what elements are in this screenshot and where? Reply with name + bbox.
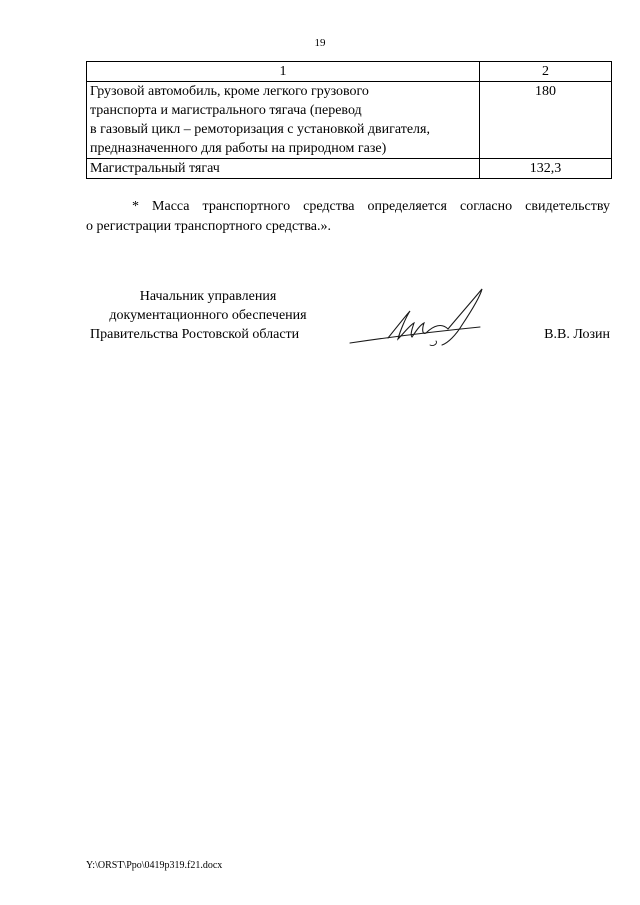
vehicle-type-cell — [87, 159, 480, 179]
cell-text-line: транспорта и магистрального тягача (перевод — [90, 103, 362, 118]
rate-value-cell: 132,3 — [480, 159, 612, 179]
signatory-name: В.В. Лозин — [544, 327, 610, 342]
table-header-row — [87, 62, 612, 82]
table-row — [87, 82, 612, 159]
signatory-position — [88, 287, 328, 344]
position-line: Правительства Ростовской области — [90, 327, 300, 342]
position-line: документационного обеспечения — [109, 308, 307, 323]
cell-text-line: в газовый цикл – ремоторизация с установкой двигателя, — [90, 122, 430, 137]
handwritten-signature — [330, 283, 500, 355]
position-line: Начальник управления — [139, 289, 277, 304]
page-number: 19 — [314, 37, 326, 49]
footnote — [86, 197, 610, 237]
cell-text-line: предназначенного для работы на природном газе) — [90, 141, 387, 156]
file-path: Y:\ORST\Ppo\0419p319.f21.docx — [86, 860, 223, 871]
vehicle-type-cell — [87, 82, 480, 159]
rate-value-cell: 180 — [480, 82, 612, 159]
cell-text-line: Магистральный тягач — [90, 161, 220, 176]
cell-text-line: Грузовой автомобиль, кроме легкого грузового — [90, 84, 369, 99]
footnote-line: о регистрации транспортного средства.». — [86, 219, 331, 234]
table-row — [87, 159, 612, 179]
vehicle-rate-table — [86, 61, 612, 179]
footnote-line: * Масса транспортного средства определяется согласно свидетельству — [132, 199, 610, 214]
table-header-cell: 1 — [87, 62, 480, 82]
table-header-cell: 2 — [480, 62, 612, 82]
